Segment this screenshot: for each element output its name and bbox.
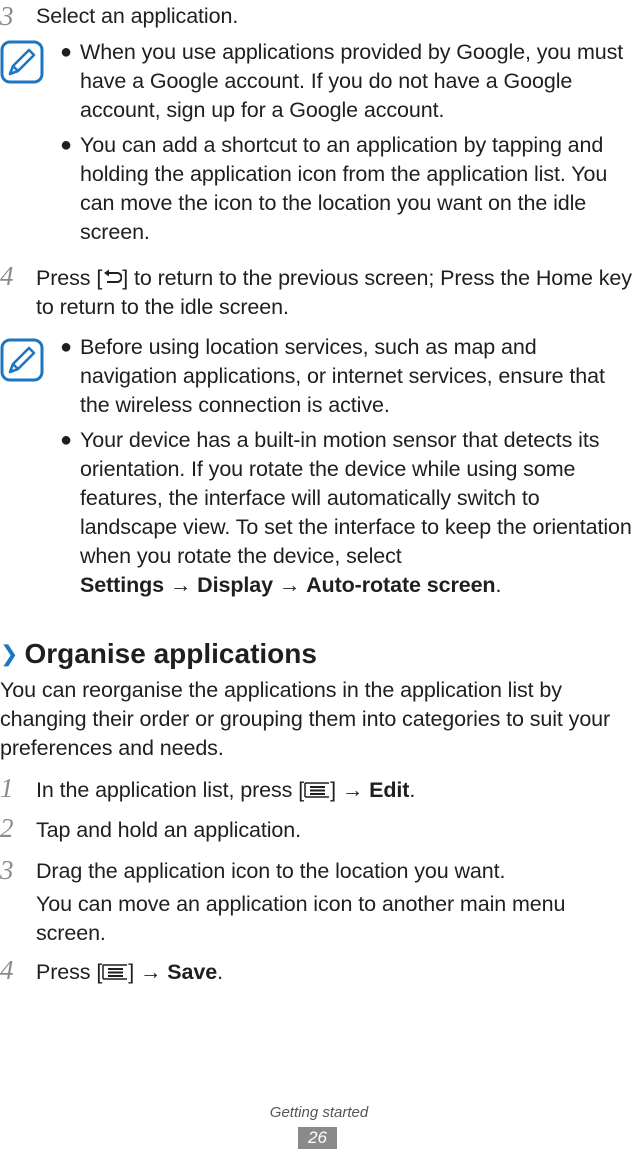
step-subtext: You can move an application icon to another main menu screen. (36, 892, 566, 945)
step-text: In the application list, press [ ] → Edit. (36, 778, 416, 802)
note-bullet: When you use applications provided by Google, you must have a Google account. If you do not have a Google account, sign up for a Google account. (80, 40, 624, 122)
step-number: 4 (0, 955, 14, 985)
bullet-icon: ● (60, 336, 73, 358)
note-icon (0, 338, 44, 382)
bullet-icon: ● (60, 41, 73, 63)
back-key-icon (102, 269, 122, 287)
note-icon (0, 40, 44, 84)
section-heading: ❯ Organise applications (0, 638, 317, 669)
step-number: 3 (0, 855, 14, 885)
note-bullet: You can add a shortcut to an application by tapping and holding the application icon from the application list. You can move the icon to the location you want on the idle screen. (80, 133, 608, 244)
menu-key-icon (102, 964, 128, 980)
note-bullet: Before using location services, such as map and navigation applications, or internet services, ensure that the wireless connection is active. (80, 335, 605, 417)
section-intro: You can reorganise the applications in the application list by changing their order or grouping them into categories to suit your preferences and needs. (0, 678, 611, 760)
menu-key-icon (304, 782, 330, 798)
step-number: 2 (0, 813, 14, 843)
step-number: 3 (0, 1, 14, 31)
step-number: 4 (0, 261, 14, 291)
step-text: Drag the application icon to the location you want. (36, 859, 506, 883)
step-text: Press [ ] → Save. (36, 960, 223, 984)
note-bullet: Your device has a built-in motion sensor that detects its orientation. If you rotate the device while using some features, the interface will automatically switch to landscape view. To set the interface to keep the orientation when you rotate the device, select Settings → Display → Auto-rotate screen. (80, 428, 632, 597)
footer-section-label: Getting started (269, 1104, 369, 1121)
step-text: Select an application. (36, 4, 239, 28)
chevron-right-icon: ❯ (0, 641, 19, 666)
step-text: Tap and hold an application. (36, 818, 301, 842)
step-text: Press [ ] to return to the previous screen; Press the Home key to return to the idle screen. (36, 266, 632, 319)
page-number: 26 (298, 1127, 337, 1149)
bullet-icon: ● (60, 429, 73, 451)
bullet-icon: ● (60, 134, 73, 156)
step-number: 1 (0, 773, 14, 803)
